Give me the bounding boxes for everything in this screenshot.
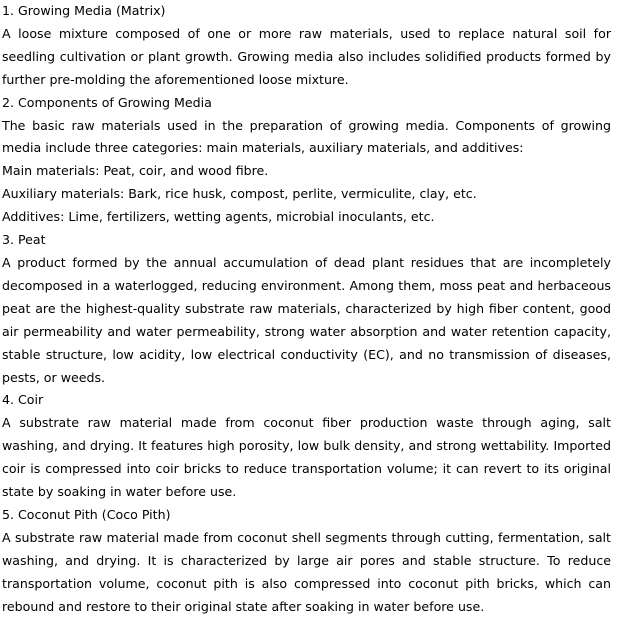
section-paragraph-components: The basic raw materials used in the preparation of growing media. Components of growing media include three categories: main materials, auxiliary materials, and additives: <box>2 117 611 156</box>
component-line-additives: Additives: Lime, fertilizers, wetting agents, microbial inoculants, etc. <box>2 209 435 225</box>
component-line-main-materials: Main materials: Peat, coir, and wood fibre. <box>2 163 269 179</box>
section-heading-components: 2. Components of Growing Media <box>2 94 212 110</box>
section-heading-growing-media: 1. Growing Media (Matrix) <box>2 3 166 18</box>
section-paragraph-coir: A substrate raw material made from coconut fiber production waste through aging, salt washing, and drying. It features high porosity, low bulk density, and strong wettability. Imported coir is compressed into coir bricks to reduce transportation volume; it can revert to its original state by soaking in water before use. <box>2 415 611 500</box>
section-heading-coir: 4. Coir <box>2 392 44 408</box>
section-heading-coconut-pith: 5. Coconut Pith (Coco Pith) <box>2 506 171 522</box>
component-line-auxiliary-materials: Auxiliary materials: Bark, rice husk, compost, perlite, vermiculite, clay, etc. <box>2 186 477 202</box>
section-paragraph-growing-media: A loose mixture composed of one or more raw materials, used to replace natural soil for seedling cultivation or plant growth. Growing media also includes solidified products formed by further pre-molding the aforementioned loose mixture. <box>2 25 611 87</box>
section-paragraph-peat: A product formed by the annual accumulation of dead plant residues that are incompletely decomposed in a waterlogged, reducing environment. Among them, moss peat and herbaceous peat are the highest-quality substrate raw materials, characterized by high fiber content, good air permeability and water permeability, strong water absorption and water retention capacity, stable structure, low acidity, low electrical conductivity (EC), and no transmission of diseases, pests, or weeds. <box>2 254 611 385</box>
document-body <box>2 0 611 618</box>
section-paragraph-coconut-pith: A substrate raw material made from coconut shell segments through cutting, fermentation, salt washing, and drying. It is characterized by large air pores and stable structure. To reduce transportation volume, coconut pith is also compressed into coconut pith bricks, which can rebound and restore to their original state after soaking in water before use. <box>2 529 611 614</box>
section-heading-peat: 3. Peat <box>2 232 46 248</box>
